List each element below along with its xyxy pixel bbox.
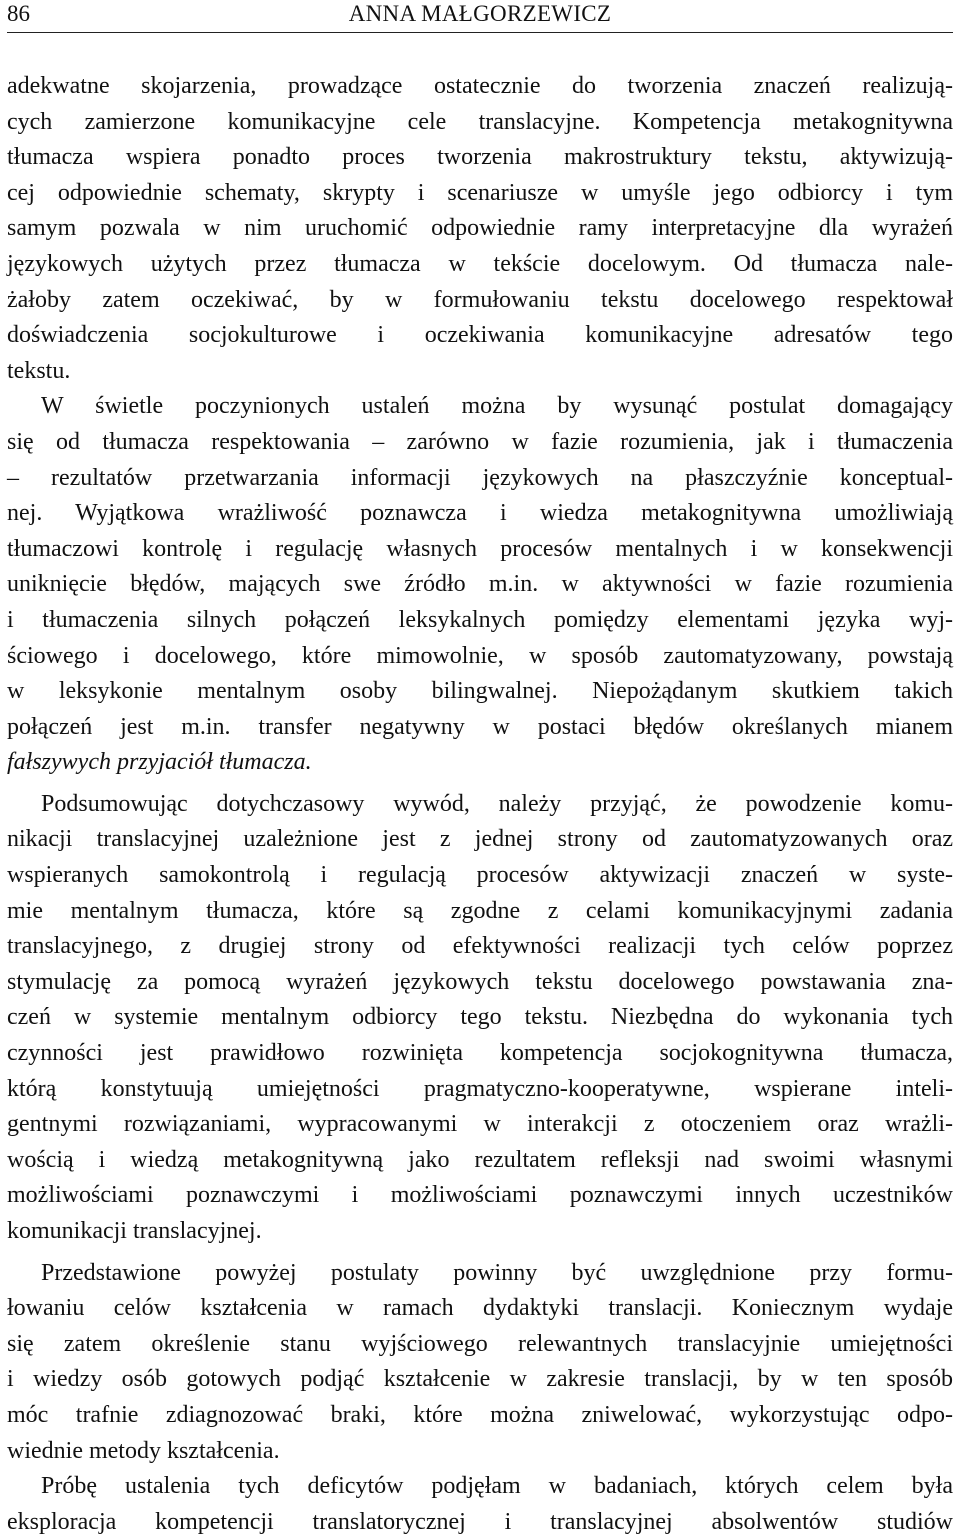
- page-header: [7, 0, 953, 33]
- body-text: [7, 69, 953, 1540]
- text-line: móc trafnie zdiagnozować braki, które można zniwelować, wykorzystując odpo-: [7, 1401, 953, 1428]
- text-line: eksploracja kompetencji translatorycznej i translacyjnej absolwentów studiów: [7, 1508, 953, 1535]
- text-line: W świetle poczynionych ustaleń można by wysunąć postulat domagający: [41, 393, 953, 420]
- text-line: ściowego i docelowego, które mimowolnie, w sposób zautomatyzowany, powstają: [7, 642, 953, 669]
- text-line: tekstu.: [7, 357, 71, 384]
- text-line: możliwościami poznawczymi i możliwościami poznawczymi innych uczestników: [7, 1182, 953, 1209]
- text-line: – rezultatów przetwarzania informacji językowych na płaszczyźnie konceptual-: [7, 464, 953, 491]
- text-line: nej. Wyjątkowa wrażliwość poznawcza i wiedza metakognitywna umożliwiają: [7, 500, 953, 527]
- text-line: wspieranych samokontrolą i regulacją procesów aktywizacji znaczeń w syste-: [7, 862, 953, 889]
- text-line: i wiedzy osób gotowych podjąć kształcenie w zakresie translacji, by w ten sposób: [7, 1366, 953, 1393]
- text-line: się od tłumacza respektowania – zarówno w fazie rozumienia, jak i tłumaczenia: [7, 428, 953, 455]
- page-number: 86: [7, 1, 30, 26]
- text-line: stymulację za pomocą wyrażeń językowych tekstu docelowego powstawania zna-: [7, 968, 953, 995]
- text-line: językowych użytych przez tłumacza w tekście docelowym. Od tłumacza nale-: [7, 250, 953, 277]
- text-line: wością i wiedzą metakognitywną jako rezultatem refleksji nad swoimi własnymi: [7, 1146, 953, 1173]
- italic-term-line: fałszywych przyjaciół tłumacza.: [7, 749, 312, 776]
- text-line: nikacji translacyjnej uzależnione jest z jednej strony od zautomatyzowanych oraz: [7, 826, 953, 853]
- text-line: komunikacji translacyjnej.: [7, 1218, 262, 1244]
- text-line: którą konstytuują umiejętności pragmatyczno-kooperatywne, wspierane inteli-: [7, 1075, 953, 1102]
- text-line: uniknięcie błędów, mających swe źródło m.in. w aktywności w fazie rozumienia: [7, 571, 953, 598]
- text-line: czynności jest prawidłowo rozwinięta kompetencja socjokognitywna tłumacza,: [7, 1040, 953, 1067]
- text-line: w leksykonie mentalnym osoby bilingwalnej. Niepożądanym skutkiem takich: [7, 678, 953, 705]
- paragraph: [7, 389, 953, 781]
- text-line: mie mentalnym tłumacza, które są zgodne z celami komunikacyjnymi zadania: [7, 897, 953, 924]
- text-line: Przedstawione powyżej postulaty powinny być uwzględnione przy formu-: [41, 1259, 953, 1286]
- text-line: tłumaczowi kontrolę i regulację własnych procesów mentalnych i w konsekwencji: [7, 535, 953, 562]
- running-head: ANNA MAŁGORZEWICZ: [348, 1, 612, 26]
- text-line: adekwatne skojarzenia, prowadzące ostatecznie do tworzenia znaczeń realizują-: [7, 73, 953, 99]
- text-line: żałoby zatem oczekiwać, by w formułowaniu tekstu docelowego respektował: [7, 286, 953, 313]
- paragraph: [7, 1256, 953, 1470]
- text-line: i tłumaczenia silnych połączeń leksykalnych pomiędzy elementami języka wyj-: [7, 606, 953, 633]
- text-line: wiednie metody kształcenia.: [7, 1437, 280, 1464]
- text-line: połączeń jest m.in. transfer negatywny w postaci błędów określanych mianem: [7, 713, 953, 740]
- paragraph: [7, 1469, 953, 1540]
- text-line: cych zamierzone komunikacyjne cele translacyjne. Kompetencja metakognitywna: [7, 108, 953, 135]
- text-line: cej odpowiednie schematy, skrypty i scenariusze w umyśle jego odbiorcy i tym: [7, 179, 953, 206]
- text-line: gentnymi rozwiązaniami, wypracowanymi w interakcji z otoczeniem oraz wrażli-: [7, 1111, 953, 1138]
- text-line: samym pozwala w nim uruchomić odpowiednie ramy interpretacyjne dla wyrażeń: [7, 215, 953, 242]
- text-line: czeń w systemie mentalnym odbiorcy tego tekstu. Niezbędna do wykonania tych: [7, 1004, 953, 1031]
- text-line: translacyjnego, z drugiej strony od efektywności realizacji tych celów poprzez: [7, 933, 953, 960]
- paragraph: [7, 787, 953, 1250]
- text-line: Podsumowując dotychczasowy wywód, należy przyjąć, że powodzenie komu-: [41, 790, 953, 817]
- text-line: tłumacza wspiera ponadto proces tworzenia makrostruktury tekstu, aktywizują-: [7, 144, 953, 171]
- paragraph: [7, 69, 953, 389]
- text-line: się zatem określenie stanu wyjściowego relewantnych translacyjnie umiejętności: [7, 1330, 953, 1357]
- text-line: Próbę ustalenia tych deficytów podjęłam w badaniach, których celem była: [41, 1473, 953, 1500]
- text-line: doświadczenia socjokulturowe i oczekiwania komunikacyjne adresatów tego: [7, 322, 953, 349]
- text-line: łowaniu celów kształcenia w ramach dydaktyki translacji. Koniecznym wydaje: [7, 1295, 953, 1322]
